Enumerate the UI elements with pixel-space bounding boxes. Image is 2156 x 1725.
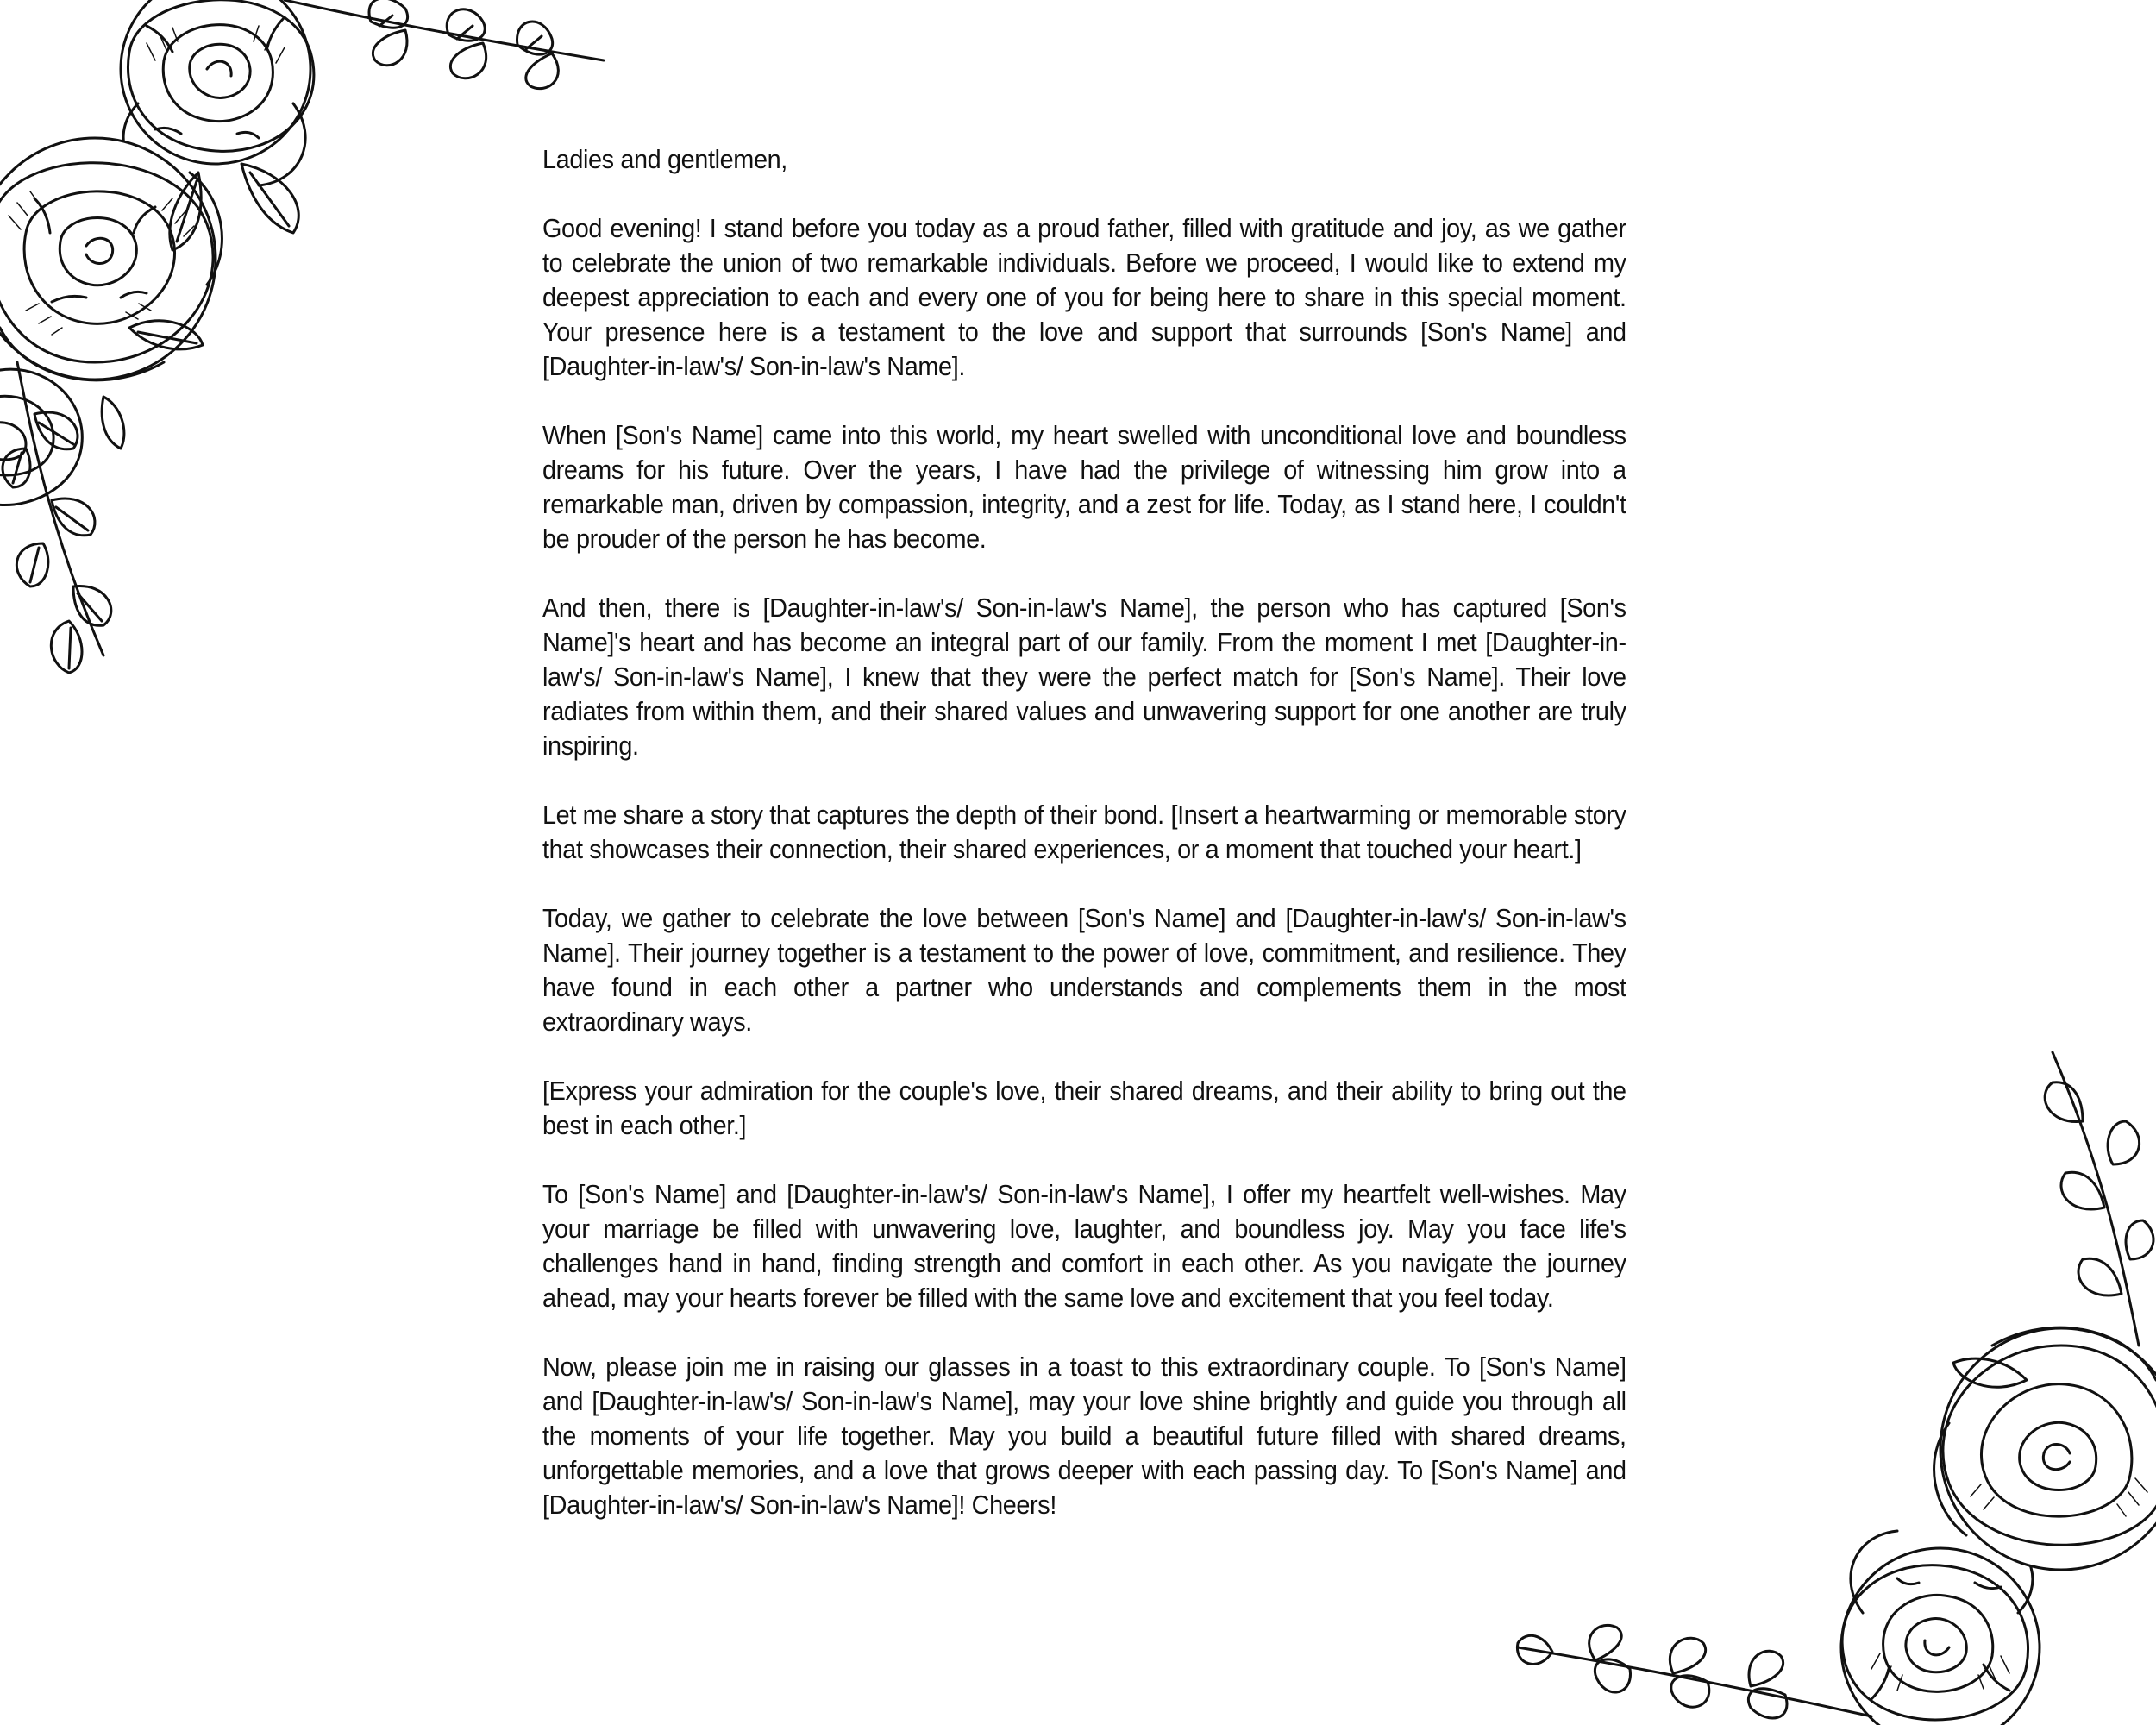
rose-icon	[1841, 1531, 2040, 1725]
paragraph-celebration: Today, we gather to celebrate the love between [Son's Name] and [Daughter-in-law's/ Son-in-law's Name]. Their journey together is a testament to the power of love, commitment, and resilience. They have found in each other a partner who understands and complements them in the most extraordinary ways.	[542, 903, 1626, 1037]
speech-body	[542, 142, 1626, 1557]
rose-icon	[0, 369, 82, 505]
paragraph-story: Let me share a story that captures the depth of their bond. [Insert a heartwarming or memorable story that showcases their connection, their shared experiences, or a moment that touched your heart.]	[542, 800, 1626, 864]
paragraph-well-wishes: To [Son's Name] and [Daughter-in-law's/ Son-in-law's Name], I offer my heartfelt well-wishes. May your marriage be filled with unwavering love, laughter, and boundless joy. May you face life's challenges hand in hand, finding strength and comfort in each other. As you navigate the journey ahead, may your hearts forever be filled with the same love and excitement that you feel today.	[542, 1179, 1626, 1313]
leaf-branch-icon	[285, 0, 604, 89]
paragraph-admiration: [Express your admiration for the couple's love, their shared dreams, and their ability to bring out the best in each other.]	[542, 1076, 1626, 1140]
rose-icon	[1934, 1327, 2156, 1570]
paragraph-partner: And then, there is [Daughter-in-law's/ Son-in-law's Name], the person who has captured [Son's Name]'s heart and has become an integral part of our family. From the moment I met [Daughter-in-law's/ Son-in-law's Name], I knew that they were the perfect match for [Son's Name]. Their love radiates from within them, and their shared values and unwavering support for one another are truly inspiring.	[542, 593, 1626, 761]
leaf-branch-icon	[1517, 1625, 1871, 1718]
paragraph-opening: Good evening! I stand before you today as a proud father, filled with gratitude and joy, as we gather to celebrate the union of two remarkable individuals. Before we proceed, I would like to extend my deepest appreciation to each and every one of you for being here to share in this special moment. Your presence here is a testament to the love and support that surrounds [Son's Name] and [Daughter-in-law's/ Son-in-law's Name].	[542, 213, 1626, 381]
paragraph-son: When [Son's Name] came into this world, my heart swelled with unconditional love and boundless dreams for his future. Over the years, I have had the privilege of witnessing him grow into a remarkable man, driven by compassion, integrity, and a zest for life. Today, as I stand here, I couldn't be prouder of the person he has become.	[542, 420, 1626, 554]
leaf-cluster-icon	[170, 164, 298, 250]
rose-icon	[0, 138, 222, 380]
salutation: Ladies and gentlemen,	[542, 144, 787, 174]
rose-corner-top-left-icon	[0, 0, 621, 699]
paragraph-toast: Now, please join me in raising our glasses in a toast to this extraordinary couple. To [Son's Name] and [Daughter-in-law's/ Son-in-law's Name], may your love shine brightly and guide you through all the moments of your life together. May you build a beautiful future filled with shared dreams, unforgettable memories, and a love that grows deeper with each passing day. To [Son's Name] and [Daughter-in-law's/ Son-in-law's Name]! Cheers!	[542, 1352, 1626, 1520]
